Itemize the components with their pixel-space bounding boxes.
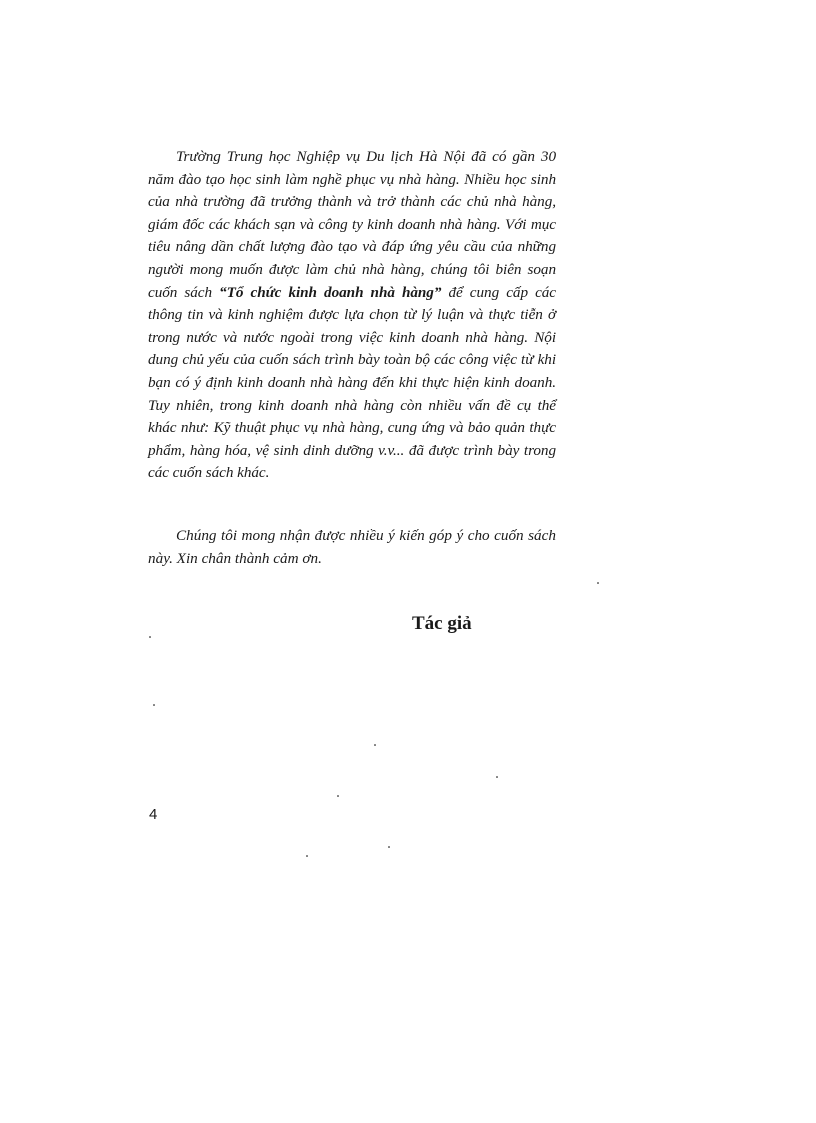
scan-speck <box>374 744 376 746</box>
scan-speck <box>306 855 308 857</box>
author-signature: Tác giả <box>412 613 472 634</box>
closing-paragraph: Chúng tôi mong nhận được nhiều ý kiến góp ý cho cuốn sách này. Xin chân thành cảm ơn. <box>148 527 556 567</box>
scan-speck <box>149 636 151 638</box>
scan-speck <box>388 846 390 848</box>
scan-speck <box>337 795 339 797</box>
scan-speck <box>597 582 599 584</box>
scan-speck <box>496 776 498 778</box>
page-number: 4 <box>149 806 158 823</box>
intro-paragraph <box>148 146 556 485</box>
scan-speck <box>153 704 155 706</box>
intro-text-part-2: để cung cấp các thông tin và kinh nghiệm được lựa chọn từ lý luận và thực tiễn ở trong nước và nước ngoài trong việc kinh doanh nhà hàng. Nội dung chủ yếu của cuốn sách trình bày toàn bộ các công việc từ khi bạn có ý định kinh doanh nhà hàng đến khi thực hiện kinh doanh. Tuy nhiên, trong kinh doanh nhà hàng còn nhiều vấn đề cụ thể khác như: Kỹ thuật phục vụ nhà hàng, cung ứng và bảo quản thực phẩm, hàng hóa, vệ sinh dinh dưỡng v.v... đã được trình bày trong các cuốn sách khác. <box>148 283 557 482</box>
book-title: “Tổ chức kinh doanh nhà hàng” <box>219 283 442 301</box>
intro-text-part-1: Trường Trung học Nghiệp vụ Du lịch Hà Nội đã có gần 30 năm đào tạo học sinh làm nghề phục vụ nhà hàng. Nhiều học sinh của nhà trường đã trưởng thành và trở thành các chủ nhà hàng, giám đốc các khách sạn và công ty kinh doanh nhà hàng. Với mục tiêu nâng dần chất lượng đào tạo và đáp ứng yêu cầu của những người mong muốn được làm chủ nhà hàng, chúng tôi biên soạn cuốn sách <box>148 148 556 301</box>
